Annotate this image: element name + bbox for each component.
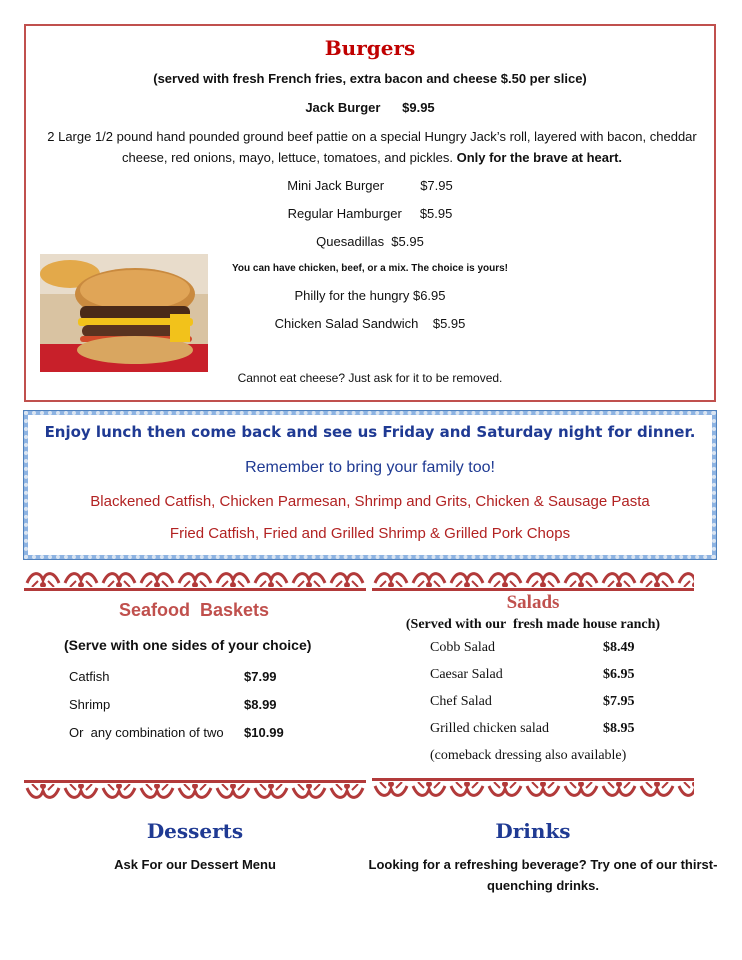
seafood-item-name: Catfish (69, 669, 110, 684)
jack-burger-description (34, 126, 710, 168)
menu-item-regular-hamburger: Regular Hamburger $5.95 (287, 206, 453, 221)
burger-photo (40, 254, 208, 372)
salad-item-name: Caesar Salad (430, 667, 503, 682)
seafood-item-price: $7.99 (244, 669, 277, 684)
jack-burger-item: Jack Burger $9.95 (305, 100, 435, 115)
ornament-divider-bottom-left (24, 780, 366, 802)
ornament-divider-top-left (24, 569, 366, 591)
family-reminder: Remember to bring your family too! (245, 459, 495, 476)
dinner-headline: Enjoy lunch then come back and see us Friday and Saturday night for dinner. (44, 423, 696, 441)
desserts-title: Desserts (146, 819, 244, 843)
cheese-note: Cannot eat cheese? Just ask for it to be removed. (237, 371, 503, 385)
burgers-section (24, 24, 716, 402)
menu-item-mini-jack: Mini Jack Burger $7.95 (287, 178, 453, 193)
seafood-title: Seafood Baskets (118, 600, 270, 620)
dinner-items-line2: Fried Catfish, Fried and Grilled Shrimp & Grilled Pork Chops (169, 525, 571, 542)
salad-item-price: $8.49 (603, 640, 635, 655)
description-emphasis: Only for the brave at heart. (456, 150, 623, 165)
menu-item-quesadillas: Quesadillas $5.95 (316, 234, 424, 249)
salad-item-name: Chef Salad (430, 694, 492, 709)
salad-item-price: $7.95 (603, 694, 635, 709)
quesadilla-note: You can have chicken, beef, or a mix. The choice is yours! (231, 263, 509, 274)
burgers-title: Burgers (324, 36, 416, 60)
salad-item-name: Grilled chicken salad (430, 721, 549, 736)
seafood-subtitle: (Serve with one sides of your choice) (64, 637, 312, 653)
desserts-text: Ask For our Dessert Menu (114, 857, 276, 872)
salad-item-price: $6.95 (603, 667, 635, 682)
drinks-title: Drinks (495, 819, 571, 843)
seafood-item-price: $10.99 (244, 725, 284, 740)
seafood-item-name: Or any combination of two (69, 725, 224, 740)
burgers-subtitle: (served with fresh French fries, extra bacon and cheese $.50 per slice) (153, 71, 587, 86)
menu-item-chicken-salad-sandwich: Chicken Salad Sandwich $5.95 (274, 316, 466, 331)
salads-title: Salads (506, 592, 560, 613)
drinks-text-line1: Looking for a refreshing beverage? Try one of our thirst- (368, 857, 718, 872)
ornament-divider-top-right (372, 569, 694, 591)
seafood-item-name: Shrimp (69, 697, 111, 712)
menu-item-philly: Philly for the hungry $6.95 (294, 288, 446, 303)
salad-item-price: $8.95 (603, 721, 635, 736)
salads-dressing-note: (comeback dressing also available) (430, 748, 627, 763)
seafood-item-price: $8.99 (244, 697, 277, 712)
dinner-items-line1: Blackened Catfish, Chicken Parmesan, Shrimp and Grits, Chicken & Sausage Pasta (90, 493, 650, 510)
ornament-divider-bottom-right (372, 778, 694, 800)
salads-subtitle: (Served with our fresh made house ranch) (405, 617, 661, 632)
dinner-section (24, 411, 716, 559)
drinks-text-line2: quenching drinks. (487, 878, 599, 893)
description-text: 2 Large 1/2 pound hand pounded ground beef pattie on a special Hungry Jack’s roll, layered with bacon, cheddar cheese, red onions, mayo, lettuce, tomatoes, and pickles. (47, 129, 697, 165)
salad-item-name: Cobb Salad (430, 640, 495, 655)
